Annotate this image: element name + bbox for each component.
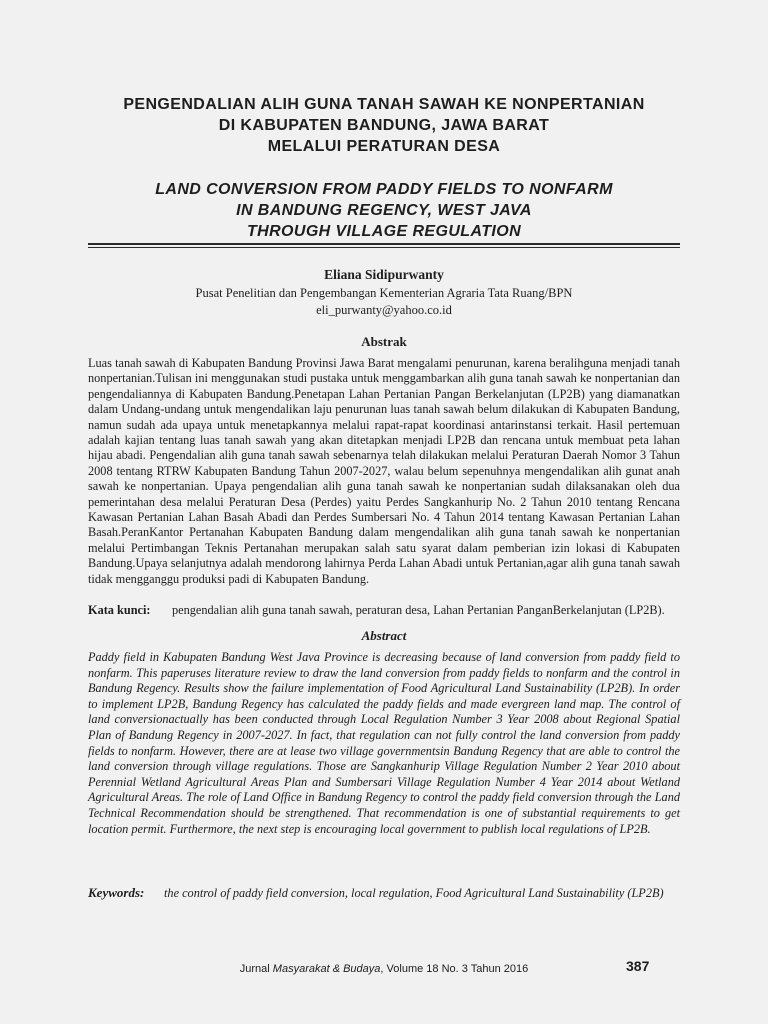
kata-kunci-label: Kata kunci: xyxy=(88,603,151,617)
footer-prefix: Jurnal xyxy=(239,963,273,975)
footer-volume: , Volume 18 No. 3 Tahun 2016 xyxy=(380,963,529,975)
abstrak-heading: Abstrak xyxy=(361,334,407,349)
author-affiliation: Pusat Penelitian dan Pengembangan Kementerian Agraria Tata Ruang/BPN xyxy=(195,286,573,300)
journal-footer xyxy=(88,962,680,976)
abstract-body: Paddy field in Kabupaten Bandung West Java Province is decreasing because of land conversion from paddy field to nonfarm. This paperuses literature review to draw the land conversion from paddy fields to nonfarm and the control in Bandung Regency. Results show the failure implementation of Food Agricultural Land Sustainability (LP2B). In order to implement LP2B, Bandung Regency has calculated the paddy fields and made evergreen land map. The control of land conversionactually has been conducted through Local Regulation Number 3 Year 2008 about Regional Spatial Plan of Bandung Regency in 2007-2027. In fact, that regulation can not fully control the land conversion from paddy fields to nonfarm. However, there are at lease two village governmentsin Bandung Regency that are able to control the land conversion through village regulations. Those are Sangkanhurip Village Regulation Number 2 Year 2010 about Perennial Wetland Agricultural Areas Plan and Sumbersari Village Regulation Number 4 Year 2014 about Wetland Agricultural Areas. The role of Land Office in Bandung Regency to control the paddy field conversion through the Land Technical Recommendation should be strengthened. That recommendation is one of substantial requirements to get location permit. Furthermore, the next step is encouraging local government to publish local regulations of LP2B. xyxy=(88,650,680,836)
abstrak-body: Luas tanah sawah di Kabupaten Bandung Provinsi Jawa Barat mengalami penurunan, karena beralihguna menjadi tanah nonpertanian.Tulisan ini menggunakan studi pustaka untuk menggambarkan alih guna tanah sawah ke nonpertanian dan pengendaliannya di Kabupaten Bandung.Penetapan Lahan Pertanian Pangan Berkelanjutan (LP2B) yang diamanatkan dalam Undang-undang untuk mengendalikan laju penurunan luas tanah sawah belum dilakukan di Kabupaten Bandung, namun sudah ada upaya untuk menetapkannya melalui rapat-rapat koordinasi antarinstansi terkait. Hasil pertemuan adalah kajian tentang luas tanah sawah yang akan ditetapkan menjadi LP2B dan rencana untuk membuat peta lahan hijau abadi. Pengendalian alih guna tanah sawah sebenarnya telah dilakukan melalui Peraturan Daerah Nomor 3 Tahun 2008 tentang RTRW Kabupaten Bandung Tahun 2007-2027, walau belum sepenuhnya mengendalikan alih gunat anah sawah ke nonpertanian. Upaya pengendalian alih guna tanah sawah ke nonpertanian sudah dilaksanakan oleh dua pemerintahan desa melalui Peraturan Desa (Perdes) yaitu Perdes Sangkanhurip No. 2 Tahun 2010 tentang Rencana Kawasan Pertanian Lahan Basah Abadi dan Perdes Sumbersari No. 4 Tahun 2014 tentang Kawasan Pertanian Lahan Basah.PeranKantor Pertanahan Kabupaten Bandung dalam mengendalikan alih guna tanah sawah ke nonpertanian melalui Pertimbangan Teknis Pertanahan merupakan salah satu syarat dalam pemberian izin lokasi di Kabupaten Bandung.Upaya selanjutnya adalah mendorong lahirnya Perda Lahan Abadi untuk Pertanian,agar alih guna tanah sawah tidak mengganggu produksi padi di Kabupaten Bandung. xyxy=(88,356,680,586)
title-indonesian-line-3: MELALUI PERATURAN DESA xyxy=(267,138,501,155)
page-number: 387 xyxy=(626,958,650,974)
kata-kunci-value: pengendalian alih guna tanah sawah, peraturan desa, Lahan Pertanian PanganBerkelanjutan (LP2B). xyxy=(172,603,665,617)
title-english-line-3: THROUGH VILLAGE REGULATION xyxy=(246,223,522,240)
title-divider-thin xyxy=(88,247,680,248)
title-english-line-2: IN BANDUNG REGENCY, WEST JAVA xyxy=(236,202,532,219)
abstract-heading: Abstract xyxy=(361,628,407,643)
title-indonesian xyxy=(40,94,728,157)
title-divider-thick xyxy=(88,243,680,245)
author-email[interactable]: eli_purwanty@yahoo.co.id xyxy=(316,303,452,317)
footer-journal-name: Masyarakat & Budaya xyxy=(272,963,381,975)
title-english xyxy=(40,179,728,242)
kata-kunci xyxy=(88,602,688,618)
keywords-value: the control of paddy field conversion, local regulation, Food Agricultural Land Sustainability (LP2B) xyxy=(164,886,664,900)
keywords-label: Keywords: xyxy=(88,885,145,900)
title-english-line-1: LAND CONVERSION FROM PADDY FIELDS TO NONFARM xyxy=(155,181,613,198)
title-indonesian-line-2: DI KABUPATEN BANDUNG, JAWA BARAT xyxy=(218,117,550,134)
title-indonesian-line-1: PENGENDALIAN ALIH GUNA TANAH SAWAH KE NONPERTANIAN xyxy=(123,96,645,113)
keywords xyxy=(88,885,680,901)
author-name: Eliana Sidipurwanty xyxy=(324,267,444,282)
